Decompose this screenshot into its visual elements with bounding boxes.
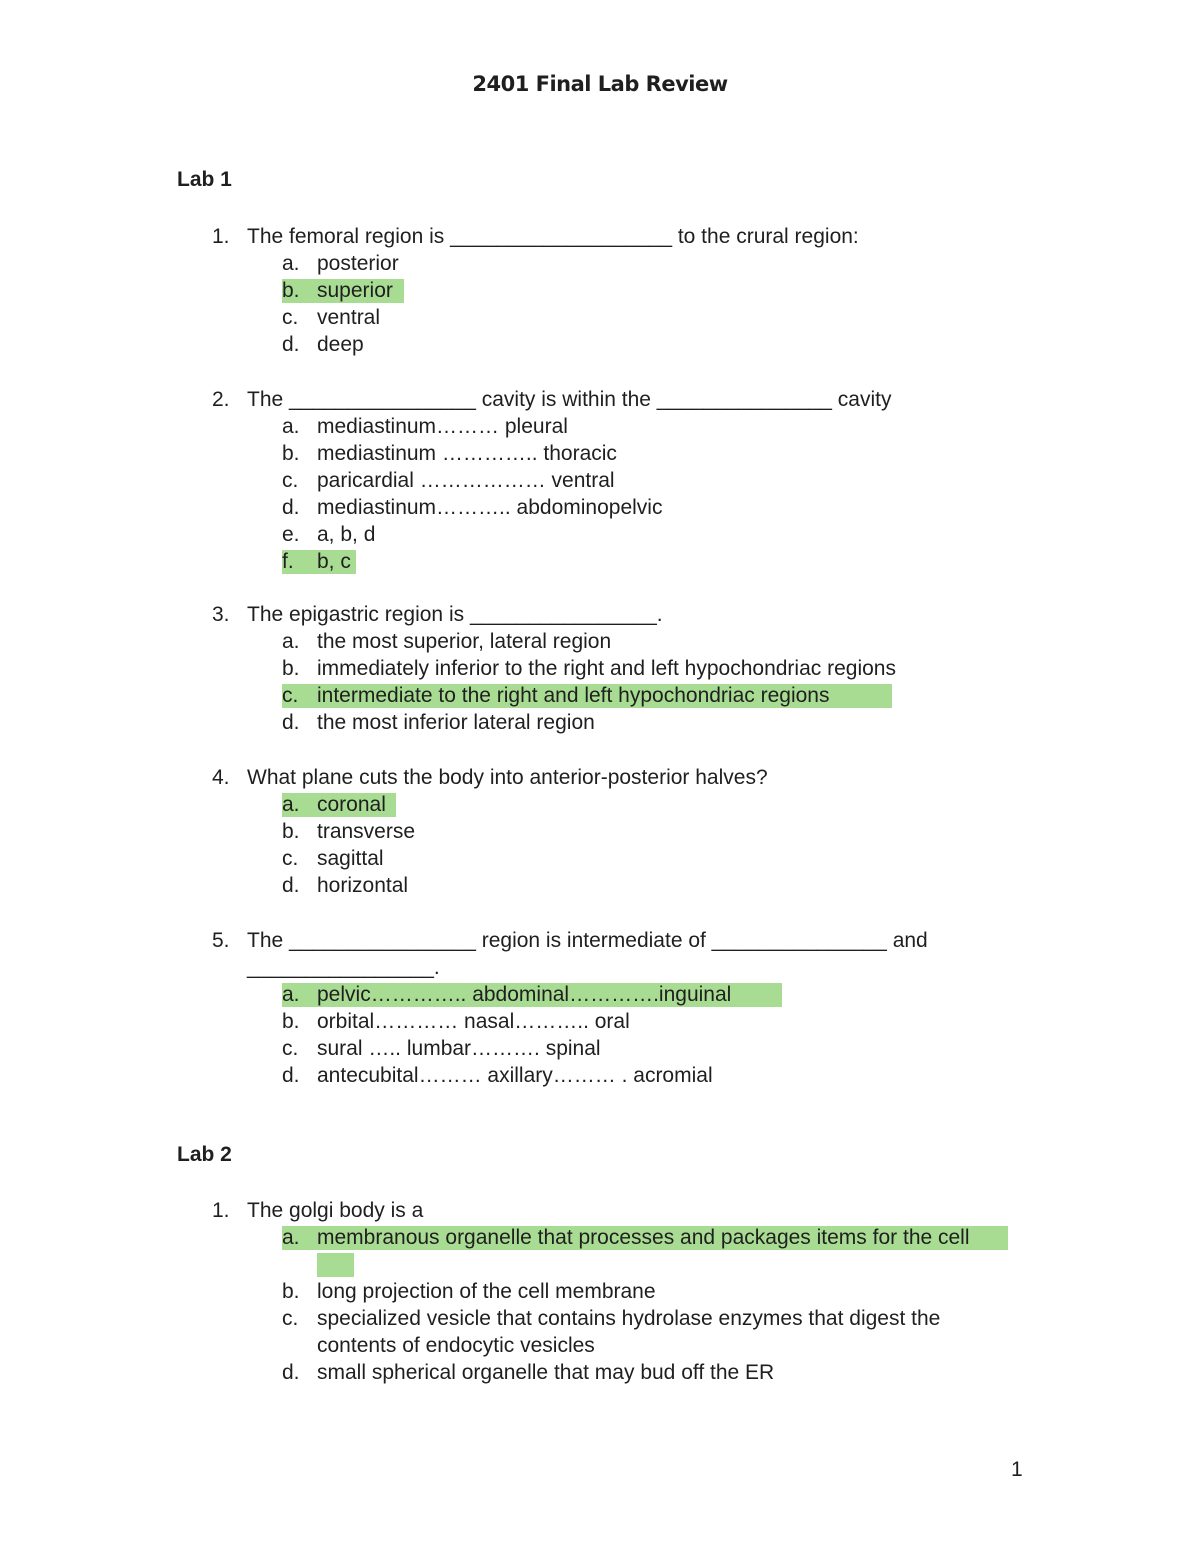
option-correct: [282, 1224, 1022, 1278]
question-text: The ________________ cavity is within the _______________ cavity: [247, 388, 892, 411]
option-text: small spherical organelle that may bud off the ER: [317, 1361, 775, 1384]
option-text: intermediate to the right and left hypochondriac regions: [317, 684, 830, 707]
option-text: pelvic………….. abdominal………….inguinal: [317, 983, 732, 1006]
option-letter: f.: [282, 550, 294, 573]
option-text: the most superior, lateral region: [317, 630, 612, 653]
option-letter: a.: [282, 630, 300, 653]
option-letter: a.: [282, 252, 300, 275]
option-letter: c.: [282, 469, 299, 492]
option-letter: c.: [282, 1307, 299, 1330]
option-text: transverse: [317, 820, 416, 843]
option-letter: a.: [282, 415, 300, 438]
lab-heading: Lab 2: [177, 1143, 232, 1166]
option-list: [282, 1224, 1022, 1386]
option: [282, 1008, 1022, 1035]
option-list: [282, 791, 1022, 899]
question-text: What plane cuts the body into anterior-posterior halves?: [247, 766, 768, 789]
option-correct: [282, 981, 1022, 1008]
option-text: coronal: [317, 793, 386, 816]
option-letter: d.: [282, 874, 300, 897]
question-text: The ________________ region is intermediate of _______________ and ________________.: [247, 929, 928, 979]
option-correct: [282, 548, 1022, 575]
option: [282, 655, 1022, 682]
question-text: The femoral region is ___________________ to the crural region:: [247, 225, 859, 248]
option: [282, 818, 1022, 845]
option-list: [282, 628, 1022, 736]
option-text: horizontal: [317, 874, 409, 897]
option-text: mediastinum ………….. thoracic: [317, 442, 617, 465]
option: [282, 1035, 1022, 1062]
option-letter: b.: [282, 442, 300, 465]
option-text: paricardial ……………… ventral: [317, 469, 615, 492]
option-text: a, b, d: [317, 523, 376, 546]
document-title: 2401 Final Lab Review: [472, 72, 728, 96]
option-text: superior: [317, 279, 393, 302]
option: [282, 1278, 1022, 1305]
option: [282, 1359, 1022, 1386]
question-number: 2.: [212, 388, 230, 411]
option-text: antecubital……… axillary……… . acromial: [317, 1064, 713, 1087]
option-text: ventral: [317, 306, 381, 329]
option-letter: e.: [282, 523, 300, 546]
option-letter: c.: [282, 847, 299, 870]
option-letter: b.: [282, 1280, 300, 1303]
option: [282, 250, 1022, 277]
option-letter: d.: [282, 1064, 300, 1087]
option: [282, 304, 1022, 331]
option-letter: a.: [282, 983, 300, 1006]
question-number: 5.: [212, 929, 230, 952]
option-text: orbital………… nasal……….. oral: [317, 1010, 630, 1033]
answer-highlight: [317, 1253, 354, 1277]
option-letter: d.: [282, 496, 300, 519]
question-text: The golgi body is a: [247, 1199, 424, 1222]
option: [282, 467, 1022, 494]
option-text: posterior: [317, 252, 399, 275]
option-correct: [282, 277, 1022, 304]
option-letter: a.: [282, 1226, 300, 1249]
option: [282, 628, 1022, 655]
option: [282, 1062, 1022, 1089]
option: [282, 521, 1022, 548]
option-text: the most inferior lateral region: [317, 711, 595, 734]
option-text: mediastinum……….. abdominopelvic: [317, 496, 663, 519]
option-letter: c.: [282, 684, 299, 707]
question-number: 3.: [212, 603, 230, 626]
option-list: [282, 250, 1022, 358]
option-text: b, c: [317, 550, 351, 573]
option-letter: c.: [282, 1037, 299, 1060]
option-text: deep: [317, 333, 364, 356]
option-text: sagittal: [317, 847, 384, 870]
question-text: The epigastric region is ________________.: [247, 603, 663, 626]
question-number: 4.: [212, 766, 230, 789]
option: [282, 845, 1022, 872]
option: [282, 494, 1022, 521]
option-letter: b.: [282, 279, 300, 302]
option-letter: b.: [282, 657, 300, 680]
page-number: 1: [1011, 1458, 1023, 1481]
option-list: [282, 981, 1022, 1089]
option-text: mediastinum……… pleural: [317, 415, 568, 438]
option-text: membranous organelle that processes and packages items for the cell: [317, 1226, 970, 1249]
option-list: [282, 413, 1022, 575]
lab-heading: Lab 1: [177, 168, 232, 191]
option: [282, 440, 1022, 467]
option-letter: b.: [282, 1010, 300, 1033]
option-letter: a.: [282, 793, 300, 816]
option-text: specialized vesicle that contains hydrolase enzymes that digest the contents of endocytic vesicles: [317, 1307, 941, 1357]
option-text: sural ….. lumbar………. spinal: [317, 1037, 601, 1060]
option-letter: b.: [282, 820, 300, 843]
option-text: long projection of the cell membrane: [317, 1280, 656, 1303]
option: [282, 1305, 1022, 1359]
question-number: 1.: [212, 225, 230, 248]
option-text: immediately inferior to the right and left hypochondriac regions: [317, 657, 896, 680]
question-number: 1.: [212, 1199, 230, 1222]
option: [282, 872, 1022, 899]
option-letter: d.: [282, 711, 300, 734]
option: [282, 413, 1022, 440]
option-letter: d.: [282, 1361, 300, 1384]
option: [282, 709, 1022, 736]
option-letter: c.: [282, 306, 299, 329]
option-letter: d.: [282, 333, 300, 356]
option-correct: [282, 791, 1022, 818]
option: [282, 331, 1022, 358]
option-correct: [282, 682, 1022, 709]
